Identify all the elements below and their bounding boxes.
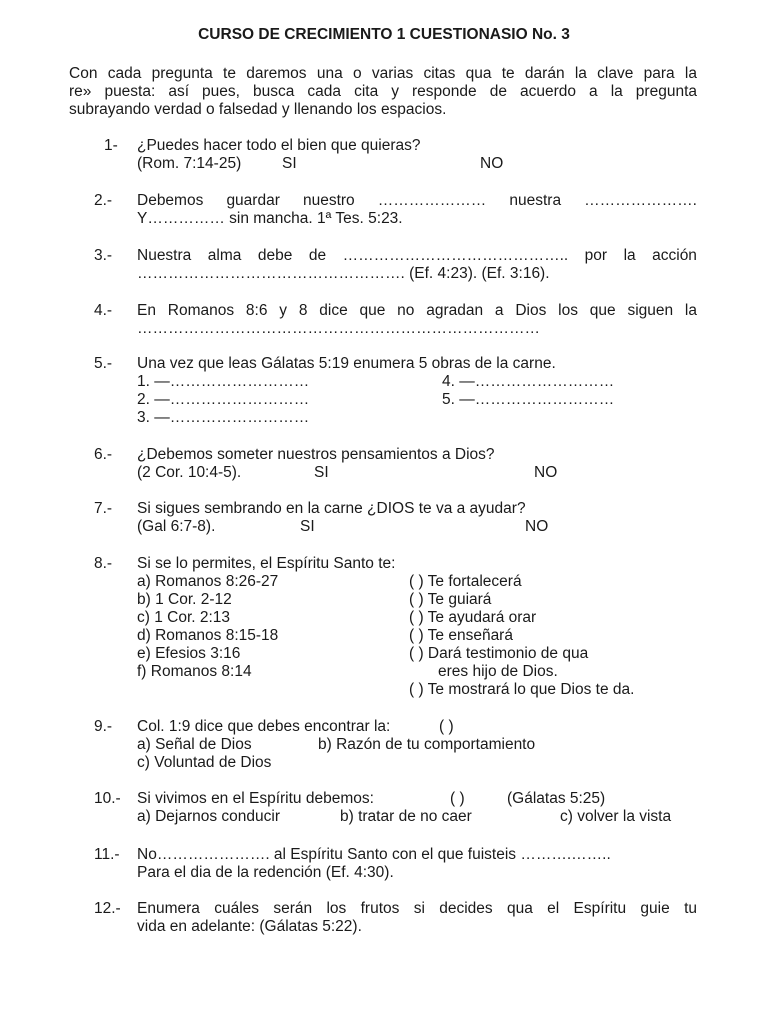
blank-dots: ……………………………………………………………………	[137, 320, 540, 337]
reference-e: e) Efesios 3:16	[137, 645, 241, 662]
answer-parentheses: ( )	[450, 790, 465, 807]
answer-option: ( ) Te ayudará orar	[409, 609, 537, 626]
blank-dots: ……………………………………..	[342, 247, 569, 264]
question-number: 9.-	[94, 718, 113, 735]
reference-column	[137, 573, 278, 681]
word: la	[623, 247, 636, 264]
option-c: c) volver la vista	[560, 808, 672, 825]
question-number: 4.-	[94, 302, 113, 319]
answer-row	[137, 391, 697, 409]
intro-line-1: Con cada pregunta te daremos una o varias citas qua te darán la clave para la	[69, 65, 697, 82]
question-text-line-2: ……………………………………………. (Ef. 4:23). (Ef. 3:16).	[137, 265, 550, 282]
word: Nuestra	[137, 247, 192, 264]
option-si: SI	[300, 518, 315, 535]
word: de	[308, 247, 327, 264]
word: Debemos	[137, 192, 204, 209]
word: debe	[257, 247, 293, 264]
question-number: 1-	[104, 137, 118, 154]
answer-line	[137, 518, 697, 536]
bible-reference: (Rom. 7:14-25)	[137, 155, 242, 172]
answer-line	[137, 464, 697, 482]
answer-option: ( ) Te fortalecerá	[409, 573, 522, 590]
answer-row	[137, 409, 697, 427]
answer-parentheses: ( )	[439, 718, 454, 735]
answer-option: ( ) Te mostrará lo que Dios te da.	[409, 681, 635, 698]
reference-c: c) 1 Cor. 2:13	[137, 609, 231, 626]
answer-option: ( ) Dará testimonio de qua	[409, 645, 589, 662]
answer-blank-1: 1. —………………………	[137, 373, 310, 390]
question-number: 12.-	[94, 900, 121, 917]
question-text: Enumera cuáles serán los frutos si decides qua el Espíritu guie tu	[137, 900, 697, 917]
reference-b: b) 1 Cor. 2-12	[137, 591, 232, 608]
answer-blank-5: 5. —………………………	[442, 391, 615, 408]
word: alma	[207, 247, 242, 264]
question-number: 3.-	[94, 247, 113, 264]
bible-reference: (Gálatas 5:25)	[507, 790, 606, 807]
question-text	[137, 247, 697, 265]
question-text-line	[137, 718, 697, 736]
question-text: Una vez que leas Gálatas 5:19 enumera 5 obras de la carne.	[137, 355, 556, 372]
question-text-line	[137, 790, 697, 808]
answer-blank-4: 4. —………………………	[442, 373, 615, 390]
reference-d: d) Romanos 8:15-18	[137, 627, 279, 644]
question-text: ¿Debemos someter nuestros pensamientos a Dios?	[137, 446, 495, 463]
bible-reference: (2 Cor. 10:4-5).	[137, 464, 242, 481]
question-number: 5.-	[94, 355, 113, 372]
option-no: NO	[534, 464, 558, 481]
question-text: Si vivimos en el Espíritu debemos:	[137, 790, 374, 807]
intro-line-3: subrayando verdad o falsedad y llenando los espacios.	[69, 101, 447, 118]
question-text: ¿Puedes hacer todo el bien que quieras?	[137, 137, 421, 154]
blank-dots: …………………	[377, 192, 487, 209]
option-a: a) Señal de Dios	[137, 736, 252, 753]
options-row	[137, 808, 697, 826]
question-number: 8.-	[94, 555, 113, 572]
question-number: 11.-	[94, 846, 120, 863]
word: por	[584, 247, 608, 264]
question-number: 2.-	[94, 192, 113, 209]
answer-blank-3: 3. —………………………	[137, 409, 310, 426]
blank-dots: ………………….	[584, 192, 697, 209]
page-title: CURSO DE CRECIMIENTO 1 CUESTIONASIO No. 3	[198, 26, 570, 43]
option-b: b) Razón de tu comportamiento	[318, 736, 536, 753]
word: nuestro	[302, 192, 355, 209]
option-no: NO	[480, 155, 504, 172]
question-number: 10.-	[94, 790, 121, 807]
question-text-line-2: Y…………… sin mancha. 1ª Tes. 5:23.	[137, 210, 403, 227]
question-text: Si se lo permites, el Espíritu Santo te:	[137, 555, 396, 572]
answer-line	[137, 155, 697, 173]
option-c: c) Voluntad de Dios	[137, 754, 272, 771]
answer-option: ( ) Te guiará	[409, 591, 492, 608]
option-b: b) tratar de no caer	[340, 808, 472, 825]
option-si: SI	[314, 464, 329, 481]
word: acción	[652, 247, 697, 264]
intro-paragraph	[69, 65, 697, 119]
intro-line-2: re» puesta: así pues, busca cada cita y responde de acuerdo a la pregunta	[69, 83, 697, 100]
question-text: No…………………. al Espíritu Santo con el que fuisteis ……….……..	[137, 846, 611, 863]
option-no: NO	[525, 518, 549, 535]
question-text: Si sigues sembrando en la carne ¿DIOS te va a ayudar?	[137, 500, 526, 517]
reference-a: a) Romanos 8:26-27	[137, 573, 279, 590]
answer-blank-2: 2. —………………………	[137, 391, 310, 408]
question-text: En Romanos 8:6 y 8 dice que no agradan a Dios los que siguen la	[137, 302, 697, 319]
question-text: Col. 1:9 dice que debes encontrar la:	[137, 718, 391, 735]
reference-f: f) Romanos 8:14	[137, 663, 252, 680]
answer-option-continued: eres hijo de Dios.	[438, 663, 558, 680]
question-text-line-2: Para el dia de la redención (Ef. 4:30).	[137, 864, 394, 881]
matching-columns	[137, 573, 697, 699]
answer-column	[409, 573, 634, 699]
word: nuestra	[509, 192, 562, 209]
bible-reference: (Gal 6:7-8).	[137, 518, 216, 535]
question-text	[137, 192, 697, 210]
answer-option: ( ) Te enseñará	[409, 627, 513, 644]
question-number: 7.-	[94, 500, 113, 517]
word: guardar	[226, 192, 280, 209]
option-a: a) Dejarnos conducir	[137, 808, 281, 825]
option-si: SI	[282, 155, 297, 172]
question-number: 6.-	[94, 446, 113, 463]
question-text-line-2: vida en adelante: (Gálatas 5:22).	[137, 918, 362, 935]
answer-row	[137, 373, 697, 391]
options-row	[137, 736, 697, 754]
